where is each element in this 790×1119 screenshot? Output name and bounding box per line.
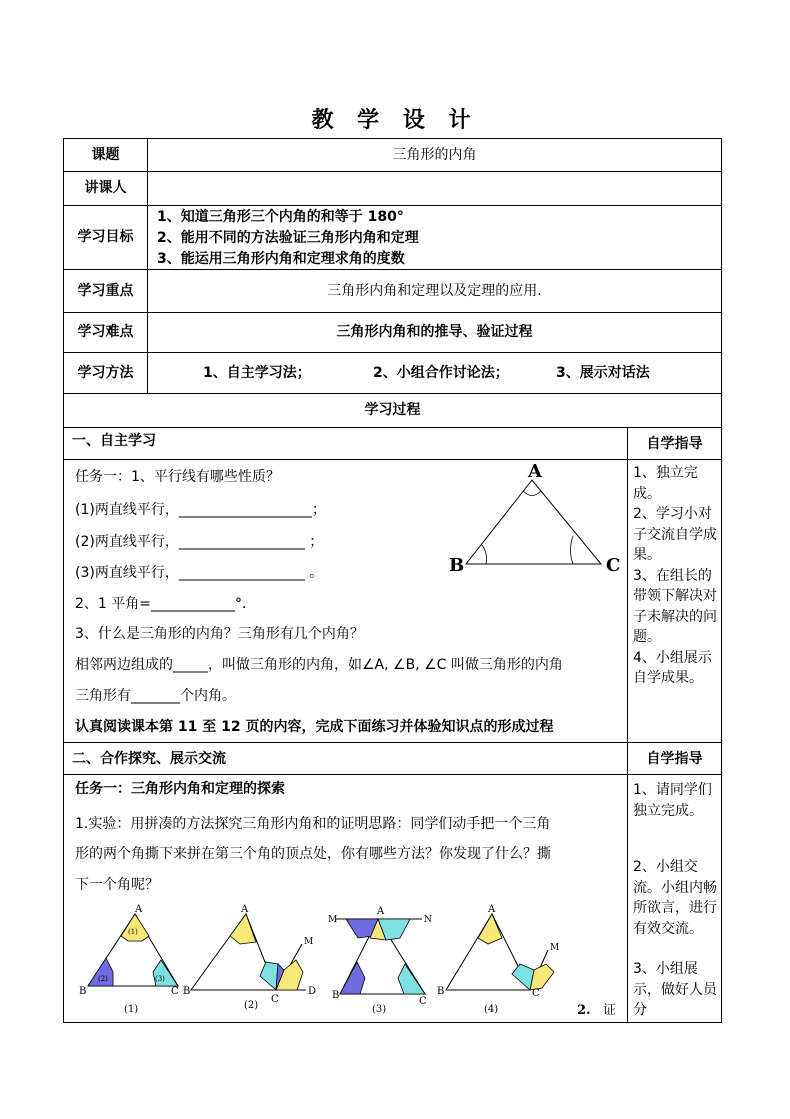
fig3-label-c: C — [419, 996, 427, 1007]
footer-char: 证 — [603, 1003, 617, 1018]
fig2-label-m: M — [304, 937, 314, 947]
section1-guide-heading: 自学指导 — [646, 436, 703, 452]
difficulty-label: 学习难点 — [77, 324, 134, 340]
guide-item: 2、小组交流。小组内畅所欲言，进行有效交流。 — [633, 859, 717, 937]
topic-label: 课题 — [91, 147, 120, 163]
figure-1 — [79, 904, 179, 1015]
footer-num: 2. — [577, 1003, 591, 1018]
goal-item: 3、能运用三角形内角和定理求角的度数 — [157, 251, 405, 267]
fig3-label-b: B — [332, 990, 340, 1001]
fig3-label-m: M — [328, 915, 338, 925]
key-label: 学习重点 — [77, 283, 134, 299]
triangle-abc-figure — [440, 458, 625, 578]
s1-line: (2)两直线平行，__________________ ； — [75, 534, 324, 550]
figure-2-caption: (2) — [244, 1000, 259, 1011]
fig2-label-c: C — [271, 994, 279, 1005]
s1-line: (1)两直线平行，___________________； — [75, 502, 326, 518]
section2-guide-heading: 自学指导 — [646, 751, 703, 767]
figure-3-caption: (3) — [372, 1004, 387, 1015]
s1-line: 相邻两边组成的_____，叫做三角形的内角，如∠A, ∠B, ∠C 叫做三角形的内角 — [75, 657, 563, 673]
section1-heading: 一、自主学习 — [72, 433, 156, 449]
fig3-label-n: N — [424, 915, 432, 925]
goals-label: 学习目标 — [77, 229, 134, 245]
page-title: 教 学 设 计 — [311, 108, 479, 133]
s2-line: 下一个角呢？ — [75, 877, 159, 893]
figure-4 — [437, 904, 559, 1015]
section2-heading: 二、合作探究、展示交流 — [72, 751, 226, 767]
figure-2-piece-c — [260, 962, 278, 990]
figure-3 — [328, 906, 432, 1015]
fig1-mark-1: (1) — [128, 928, 138, 936]
figure-4-piece-a — [478, 914, 502, 944]
task-title: 任务一：三角形内角和定理的探索 — [75, 781, 285, 797]
angle-sum-figures — [70, 900, 625, 1020]
guide-item: 1、请同学们独立完成。 — [633, 782, 712, 819]
figure-3-piece-c — [398, 964, 425, 994]
figure-1-caption: (1) — [124, 1004, 139, 1015]
s1-line: 任务一：1、平行线有哪些性质？ — [75, 469, 280, 485]
goal-item: 1、知道三角形三个内角的和等于 180° — [157, 209, 404, 225]
method-label: 学习方法 — [77, 365, 134, 381]
s2-guide — [633, 780, 719, 1021]
figure-4-piece-b — [530, 964, 554, 990]
fig1-mark-3: (3) — [155, 975, 165, 983]
difficulty-value: 三角形内角和的推导、验证过程 — [336, 324, 533, 340]
fig2-label-d: D — [308, 986, 317, 997]
angle-arc-a — [523, 491, 541, 496]
angle-arc-c — [571, 536, 574, 564]
s2-line: 1.实验：用拼凑的方法探究三角形内角和的证明思路：同学们动手把一个三角 — [75, 816, 551, 832]
fig4-label-b: B — [437, 986, 445, 997]
figure-4-caption: (4) — [484, 1004, 499, 1015]
fig1-label-b: B — [79, 986, 87, 997]
figure-2 — [183, 904, 316, 1011]
method-item: 1、自主学习法； — [203, 365, 311, 381]
fig4-label-c: C — [532, 988, 540, 999]
angle-arc-b — [482, 545, 487, 564]
method-item: 3、展示对话法 — [556, 365, 650, 381]
s1-line: 2、1 平角=____________°． — [75, 596, 256, 612]
label-a: A — [528, 461, 542, 482]
fig2-label-a: A — [241, 904, 249, 915]
s1-line: 三角形有_______个内角。 — [75, 688, 236, 704]
s1-line: 认真阅读课本第 11 至 12 页的内容，完成下面练习并体验知识点的形成过程 — [75, 719, 554, 735]
fig1-label-a: A — [135, 904, 143, 915]
key-value: 三角形内角和定理以及定理的应用. — [327, 283, 542, 299]
s2-line: 形的两个角撕下来拼在第三个角的顶点处，你有哪些方法？你发现了什么？撕 — [75, 846, 551, 862]
s1-guide — [633, 463, 719, 689]
figure-3-piece-b — [340, 962, 365, 994]
label-c: C — [606, 555, 621, 576]
guide-item: 4、小组展示自学成果。 — [633, 649, 712, 686]
s1-line: 3、什么是三角形的内角？三角形有几个内角？ — [75, 626, 364, 642]
guide-item: 2、学习小对子交流自学成果。 — [633, 506, 717, 563]
fig1-label-c: C — [171, 986, 179, 997]
goal-item: 2、能用不同的方法验证三角形内角和定理 — [157, 230, 419, 246]
guide-item: 3、小组展示，做好人员分 — [633, 961, 717, 1018]
process-label: 学习过程 — [364, 402, 421, 418]
fig2-label-b: B — [183, 986, 191, 997]
teacher-label: 讲课人 — [84, 180, 127, 196]
figure-4-piece-c — [512, 964, 534, 990]
triangle-abc — [466, 480, 601, 564]
fig3-label-a: A — [377, 906, 385, 917]
guide-item: 3、在组长的带领下解决对子未解决的问题。 — [633, 567, 717, 645]
s1-line: (3)两直线平行，__________________ 。 — [75, 565, 324, 581]
topic-value: 三角形的内角 — [392, 147, 477, 163]
fig1-mark-2: (2) — [98, 975, 108, 983]
fig4-label-a: A — [488, 904, 496, 915]
guide-item: 1、独立完成。 — [633, 465, 698, 502]
label-b: B — [449, 555, 465, 576]
method-item: 2、小组合作讨论法； — [373, 365, 509, 381]
fig4-label-m: M — [550, 943, 560, 953]
